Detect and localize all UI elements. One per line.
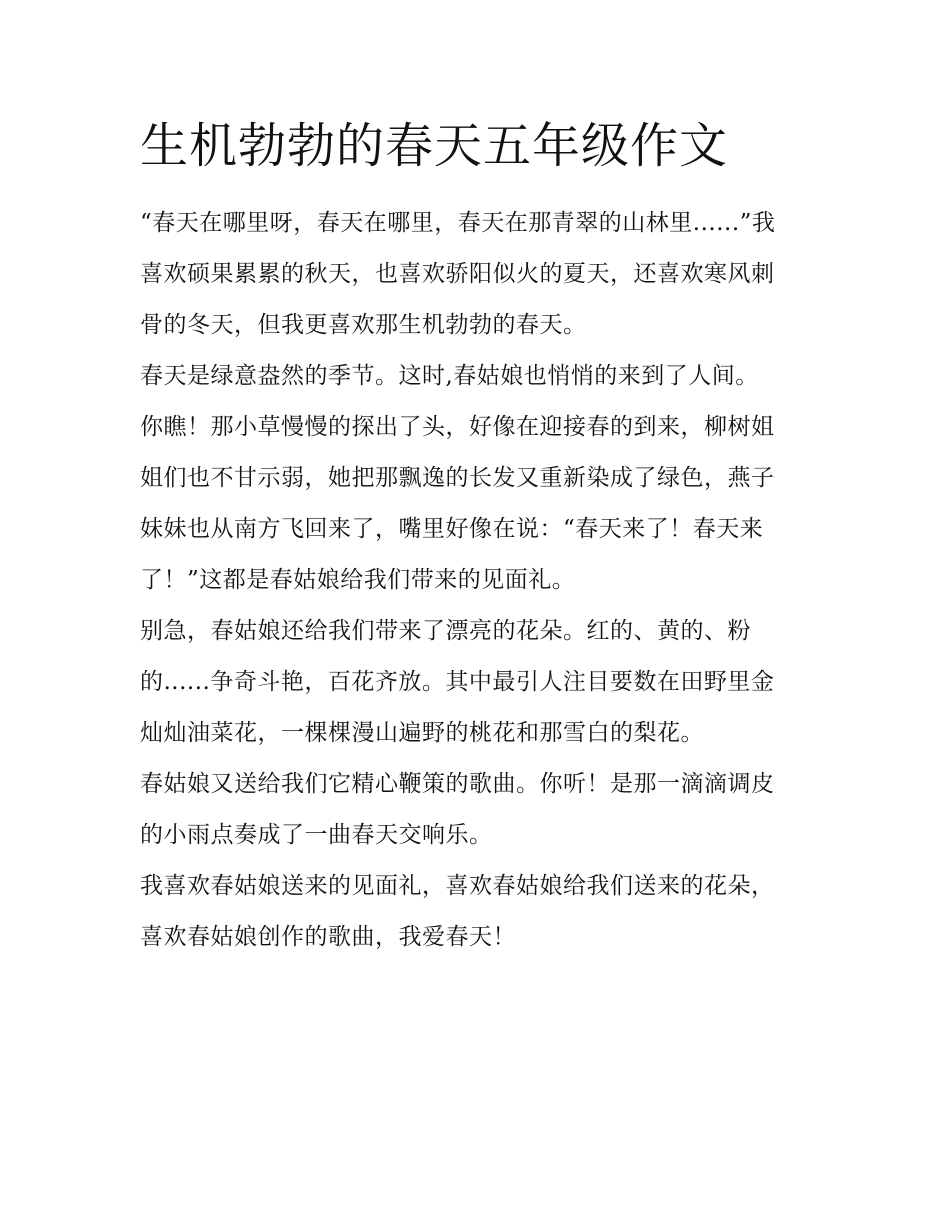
text-line: 姐们也不甘示弱，她把那飘逸的长发又重新染成了绿色，燕子: [140, 465, 775, 491]
text-line: 别急，春姑娘还给我们带来了漂亮的花朵。红的、黄的、粉: [140, 618, 751, 644]
text-line: 的小雨点奏成了一曲春天交响乐。: [140, 822, 493, 848]
text-line: 的......争奇斗艳，百花齐放。其中最引人注目要数在田野里金: [140, 669, 775, 695]
text-line: “春天在哪里呀，春天在哪里，春天在那青翠的山林里......”我: [140, 210, 776, 236]
text-line: 了！”这都是春姑娘给我们带来的见面礼。: [140, 567, 576, 593]
text-line: 你瞧！那小草慢慢的探出了头，好像在迎接春的到来，柳树姐: [140, 414, 775, 440]
text-line: 喜欢春姑娘创作的歌曲，我爱春天！: [140, 924, 516, 950]
text-line: 春天是绿意盎然的季节。这时,春姑娘也悄悄的来到了人间。: [140, 363, 759, 389]
essay-body: [140, 198, 820, 963]
text-line: 喜欢硕果累累的秋天，也喜欢骄阳似火的夏天，还喜欢寒风刺: [140, 261, 775, 287]
page-title: 生机勃勃的春天五年级作文: [140, 118, 729, 174]
text-line: 春姑娘又送给我们它精心鞭策的歌曲。你听！是那一滴滴调皮: [140, 771, 775, 797]
text-line: 妹妹也从南方飞回来了，嘴里好像在说：“春天来了！春天来: [140, 516, 764, 542]
text-line: 骨的冬天，但我更喜欢那生机勃勃的春天。: [140, 312, 587, 338]
text-line: 我喜欢春姑娘送来的见面礼，喜欢春姑娘给我们送来的花朵，: [140, 873, 775, 899]
text-line: 灿灿油菜花，一棵棵漫山遍野的桃花和那雪白的梨花。: [140, 720, 704, 746]
